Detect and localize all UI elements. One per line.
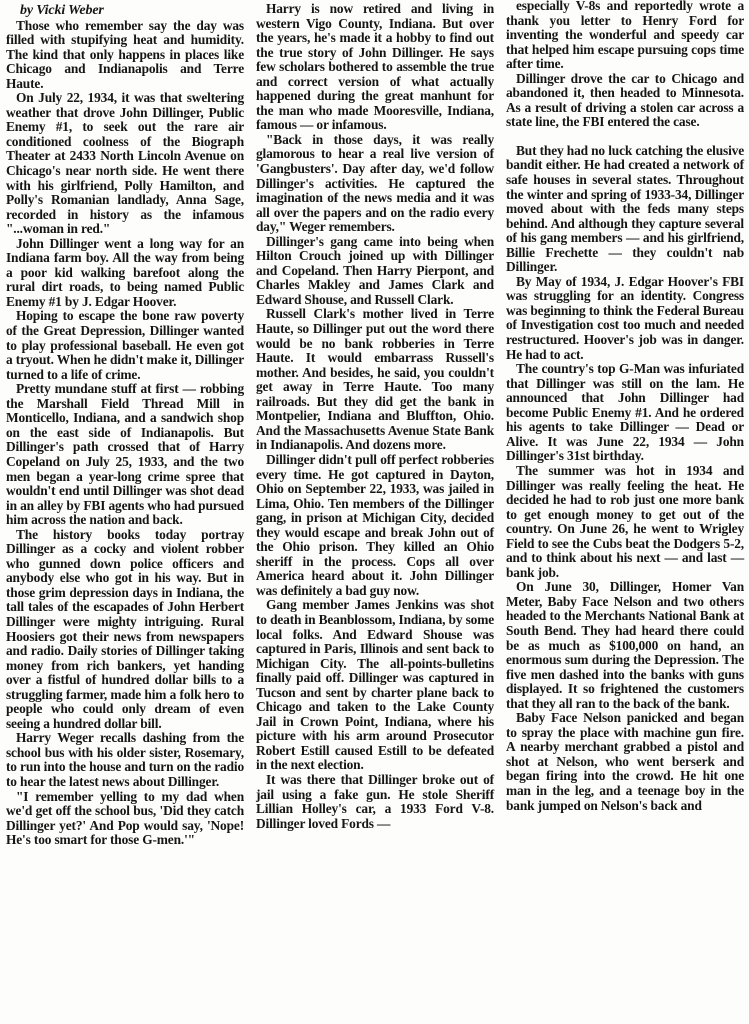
article-paragraph: Russell Clark's mother lived in Terre Haute, so Dillinger put out the word there would be no bank robberies in Terre Haute. It would embarrass Russell's mother. And besides, he said, you couldn't get away in Terre Haute. Too many railroads. But they did get the bank in Montpelier, Indiana and Bluffton, Ohio. And the Massachusetts Avenue State Bank in Indianapolis. And dozens more. xyxy=(256,306,494,453)
article-paragraph: Those who remember say the day was filled with stupifying heat and humidity. The kind that only happens in places like Chicago and Indianapolis and Terre Haute. xyxy=(6,17,244,91)
article-paragraph: Hoping to escape the bone raw poverty of the Great Depression, Dillinger wanted to play professional baseball. He even got a tryout. When he didn't make it, Dillinger turned to a life of crime. xyxy=(6,308,244,382)
article-paragraph: By May of 1934, J. Edgar Hoover's FBI was struggling for an identity. Congress was beginning to think the Federal Bureau of Investigation cost too much and needed restructured. Hoover's job was in danger. He had to act. xyxy=(506,273,744,362)
article-paragraph: On July 22, 1934, it was that sweltering weather that drove John Dillinger, Public Enemy #1, to seek out the rare air conditioned coolness of the Biograph Theater at 2433 North Lincoln Avenue on Chicago's near north side. He went there with his girlfriend, Polly Hamilton, and Polly's Romanian landlady, Anna Sage, recorded in history as the infamous "...woman in red." xyxy=(6,90,244,237)
article-paragraph: John Dillinger went a long way for an Indiana farm boy. All the way from being a poor kid walking barefoot along the rural dirt roads, to being named Public Enemy #1 by J. Edgar Hoover. xyxy=(6,235,244,309)
article-column-3 xyxy=(506,0,744,813)
article-paragraph: Pretty mundane stuff at first — robbing the Marshall Field Thread Mill in Monticello, Indiana, and a sandwich shop on the east side of Indianapolis. But Dillinger's path crossed that of Harry Copeland on July 25, 1933, and the two men began a year-long crime spree that wouldn't end until Dillinger was shot dead in an alley by FBI agents who had pursued him across the nation and back. xyxy=(6,381,244,528)
article-paragraph: The country's top G-Man was infuriated that Dillinger was still on the lam. He announced that John Dillinger had become Public Enemy #1. And he ordered his agents to take Dillinger — Dead or Alive. It was June 22, 1934 — John Dillinger's 31st birthday. xyxy=(506,361,744,464)
article-paragraph: "I remember yelling to my dad when we'd get off the school bus, 'Did they catch Dillinger yet?' And Pop would say, 'Nope! He's too smart for those G-men.'" xyxy=(6,788,244,848)
article-paragraph: Harry Weger recalls dashing from the school bus with his older sister, Rosemary, to run into the house and turn on the radio to hear the latest news about Dillinger. xyxy=(6,730,244,789)
article-paragraph: Gang member James Jenkins was shot to death in Beanblossom, Indiana, by some local folks. And Edward Shouse was captured in Paris, Illinois and sent back to Michigan City. The all-points-bulletins finally paid off. Dillinger was captured in Tucson and sent by charter plane back to Chicago and taken to the Lake County Jail in Crown Point, Indiana, where his picture with his arm around Prosecutor Robert Estill caused Estill to be defeated in the next election. xyxy=(256,597,494,773)
article-paragraph: But they had no luck catching the elusive bandit either. He had created a network of safe houses in several states. Throughout the winter and spring of 1933-34, Dillinger moved about with the feds many steps behind. And although they capture several of his gang members — and his girlfriend, Billie Frechette — they couldn't nab Dillinger. xyxy=(506,142,744,275)
article-paragraph: Baby Face Nelson panicked and began to spray the place with machine gun fire. A nearby merchant grabbed a pistol and shot at Nelson, who went berserk and began firing into the crowd. He hit one man in the leg, and a teenage boy in the bank jumped on Nelson's back and xyxy=(506,710,744,813)
article-paragraph: "Back in those days, it was really glamorous to hear a real live version of 'Gangbusters'. Day after day, we'd follow Dillinger's activities. He captured the imagination of the news media and it was all over the papers and on the radio every day," Weger remembers. xyxy=(256,131,494,235)
byline: by Vicki Weber xyxy=(20,3,104,18)
article-paragraph: The summer was hot in 1934 and Dillinger was really feeling the heat. He decided he had to rob just one more bank to get enough money to get out of the country. On June 26, he went to Wrigley Field to see the Cubs beat the Dodgers 5-2, and to think about his next — and last — bank job. xyxy=(506,462,744,580)
article-paragraph: especially V-8s and reportedly wrote a thank you letter to Henry Ford for inventing the wonderful and speedy car that helped him escape pursuing cops time after time. xyxy=(506,0,744,72)
article-paragraph: The history books today portray Dillinger as a cocky and violent robber who gunned down police officers and anybody else who got in his way. But in those grim depression days in Indiana, the tall tales of the escapades of John Herbert Dillinger were mighty intriguing. Rural Hoosiers got their news from newspapers and radio. Daily stories of Dillinger taking money from rich bankers, yet handing over a fistful of hundred dollar bills to a struggling farmer, made him a folk hero to people who could only dream of even seeing a hundred dollar bill. xyxy=(6,526,244,731)
article-column-2 xyxy=(256,2,494,831)
section-break xyxy=(506,130,744,144)
article-paragraph: It was there that Dillinger broke out of jail using a fake gun. He stole Sheriff Lillian Holley's car, a 1933 Ford V-8. Dillinger loved Fords — xyxy=(256,771,494,831)
article-paragraph: On June 30, Dillinger, Homer Van Meter, Baby Face Nelson and two others headed to the Merchants National Bank at South Bend. They had heard there could be as much as $100,000 on hand, an enormous sum during the Depression. The five men dashed into the banks with guns displayed. It so frightened the customers that they all ran to the back of the bank. xyxy=(506,579,744,711)
article-paragraph: Dillinger's gang came into being when Hilton Crouch joined up with Dillinger and Copeland. Then Harry Pierpont, and Charles Makley and James Clark and Edward Shouse, and Russell Clark. xyxy=(256,233,494,307)
article-column-1 xyxy=(6,4,244,848)
article-paragraph: Dillinger didn't pull off perfect robberies every time. He got captured in Dayton, Ohio on September 22, 1933, was jailed in Lima, Ohio. Ten members of the Dillinger gang, in prison at Michigan City, decided they would escape and break John out of the Ohio prison. They killed an Ohio sheriff in the process. Cops all over America heard about it. John Dillinger was definitely a bad guy now. xyxy=(256,451,494,598)
article-paragraph: Dillinger drove the car to Chicago and abandoned it, then headed to Minnesota. As a result of driving a stolen car across a state line, the FBI entered the case. xyxy=(506,70,744,130)
article-paragraph: Harry is now retired and living in western Vigo County, Indiana. But over the years, he's made it a hobby to find out the true story of John Dillinger. He says few scholars bothered to assemble the true and correct version of what actually happened during the great manhunt for the man who made Mooresville, Indiana, famous — or infamous. xyxy=(256,1,494,133)
